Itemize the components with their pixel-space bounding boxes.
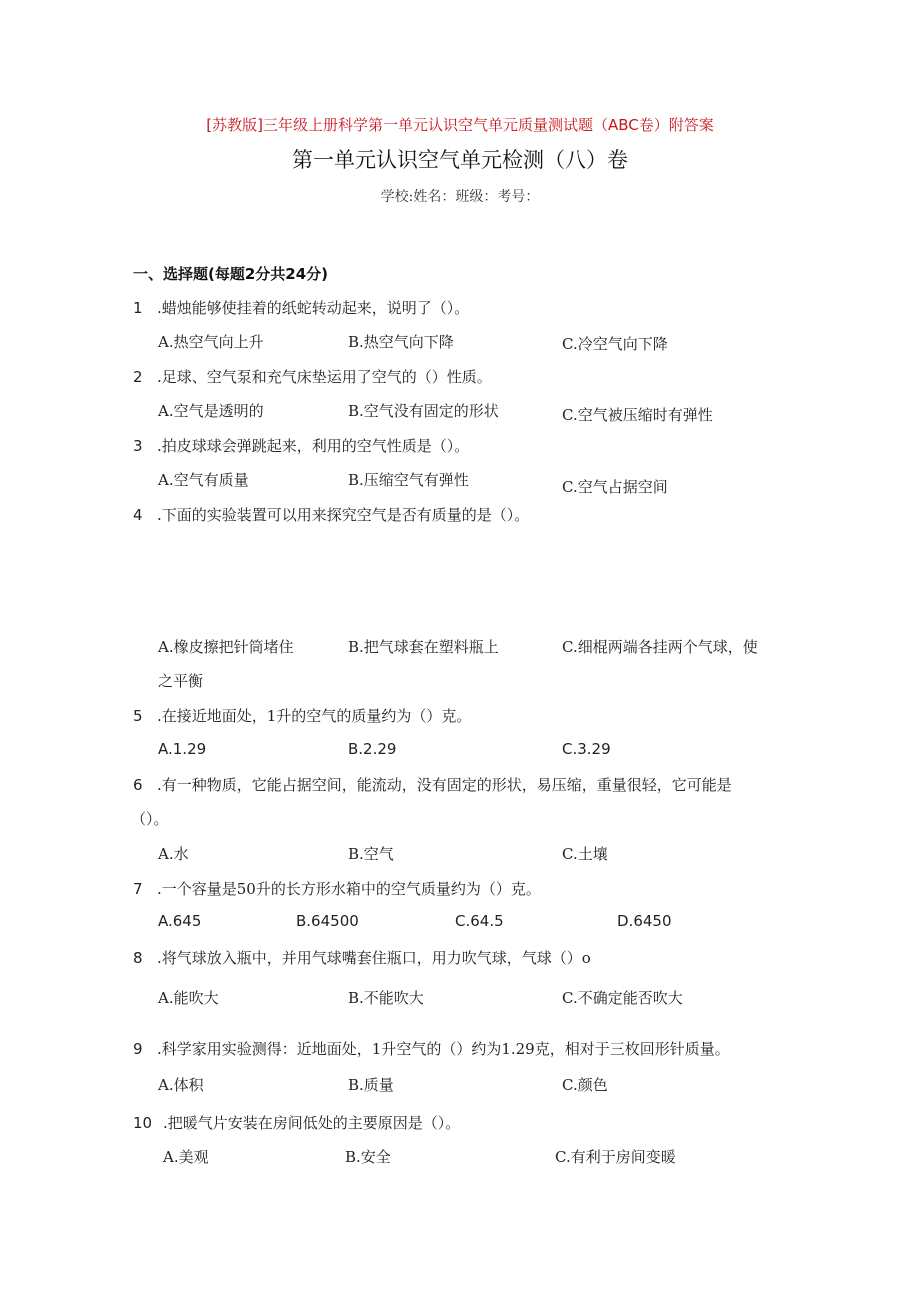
- question-text: .将气球放入瓶中，并用气球嘴套住瓶口，用力吹气球，气球（）o: [157, 949, 591, 967]
- q6-option-b: B.空气: [348, 845, 394, 863]
- question-number: 10: [133, 1114, 153, 1132]
- question-number: 4: [133, 506, 143, 524]
- q5-option-b: B.2.29: [348, 740, 397, 758]
- q7-option-b: B.64500: [296, 912, 359, 930]
- q7-option-c: C.64.5: [455, 912, 504, 930]
- q8-option-a: A.能吹大: [158, 989, 219, 1007]
- question-number: 3: [133, 437, 143, 455]
- q4-option-b: B.把气球套在塑料瓶上: [348, 638, 499, 656]
- q5-option-a: A.1.29: [158, 740, 207, 758]
- q4-option-a: A.橡皮擦把针筒堵住: [158, 638, 294, 656]
- q4-option-c: C.细棍两端各挂两个气球，使: [562, 638, 758, 656]
- section-heading: 一、选择题(每题2分共24分): [133, 265, 329, 283]
- question-number: 1: [133, 299, 143, 317]
- question-5: [133, 705, 471, 726]
- question-text: .科学家用实验测得：近地面处，1升空气的（）约为1.29克，相对于三枚回形针质量。: [157, 1040, 730, 1058]
- q4-option-c-continuation: 之平衡: [158, 672, 204, 690]
- question-text: .下面的实验装置可以用来探究空气是否有质量的是（）。: [157, 506, 530, 524]
- q3-option-b: B.压缩空气有弹性: [348, 471, 469, 489]
- q6-option-c: C.土壤: [562, 845, 608, 863]
- q8-option-c: C.不确定能否吹大: [562, 989, 683, 1007]
- question-number: 7: [133, 880, 143, 898]
- question-10: [133, 1112, 460, 1133]
- question-text: .把暖气片安装在房间低处的主要原因是（）。: [163, 1114, 461, 1132]
- question-number: 6: [133, 776, 143, 794]
- question-number: 8: [133, 949, 143, 967]
- q2-option-b: B.空气没有固定的形状: [348, 402, 499, 420]
- question-3: [133, 435, 469, 456]
- q2-option-c: C.空气被压缩时有弹性: [562, 406, 713, 424]
- q7-option-d: D.6450: [617, 912, 672, 930]
- question-6: [133, 774, 732, 795]
- question-8: [133, 947, 591, 968]
- question-4: [133, 504, 529, 525]
- page-title: 第一单元认识空气单元检测（八）卷: [292, 148, 628, 172]
- question-text: .拍皮球球会弹跳起来，利用的空气性质是（）。: [157, 437, 470, 455]
- question-text: .一个容量是50升的长方形水箱中的空气质量约为（）克。: [157, 880, 541, 898]
- question-7: [133, 878, 541, 899]
- question-text: .有一种物质，它能占据空间，能流动，没有固定的形状，易压缩，重量很轻，它可能是: [157, 776, 732, 794]
- question-text: .足球、空气泵和充气床垫运用了空气的（）性质。: [157, 368, 492, 386]
- question-1: [133, 297, 469, 318]
- q9-option-a: A.体积: [158, 1076, 204, 1094]
- q7-option-a: A.645: [158, 912, 202, 930]
- question-number: 5: [133, 707, 143, 725]
- q1-option-c: C.冷空气向下降: [562, 335, 668, 353]
- q3-option-a: A.空气有质量: [158, 471, 249, 489]
- question-number: 2: [133, 368, 143, 386]
- q6-option-a: A.水: [158, 845, 189, 863]
- question-9: [133, 1038, 730, 1059]
- question-text: .蜡烛能够使挂着的纸蛇转动起来，说明了（）。: [157, 299, 470, 317]
- q1-option-b: B.热空气向下降: [348, 333, 454, 351]
- q1-option-a: A.热空气向上升: [158, 333, 264, 351]
- question-6-continuation: （）。: [131, 810, 169, 828]
- q9-option-b: B.质量: [348, 1076, 394, 1094]
- q10-option-c: C.有利于房间变暖: [555, 1148, 676, 1166]
- question-2: [133, 366, 492, 387]
- q2-option-a: A.空气是透明的: [158, 402, 264, 420]
- q10-option-b: B.安全: [345, 1148, 391, 1166]
- question-number: 9: [133, 1040, 143, 1058]
- q10-option-a: A.美观: [163, 1148, 209, 1166]
- q5-option-c: C.3.29: [562, 740, 611, 758]
- question-text: .在接近地面处，1升的空气的质量约为（）克。: [157, 707, 472, 725]
- q3-option-c: C.空气占据空间: [562, 478, 668, 496]
- q8-option-b: B.不能吹大: [348, 989, 424, 1007]
- student-info-line: 学校:姓名：班级：考号：: [380, 189, 540, 205]
- q9-option-c: C.颜色: [562, 1076, 608, 1094]
- document-top-title: [苏教版]三年级上册科学第一单元认识空气单元质量测试题（ABC卷）附答案: [206, 116, 714, 134]
